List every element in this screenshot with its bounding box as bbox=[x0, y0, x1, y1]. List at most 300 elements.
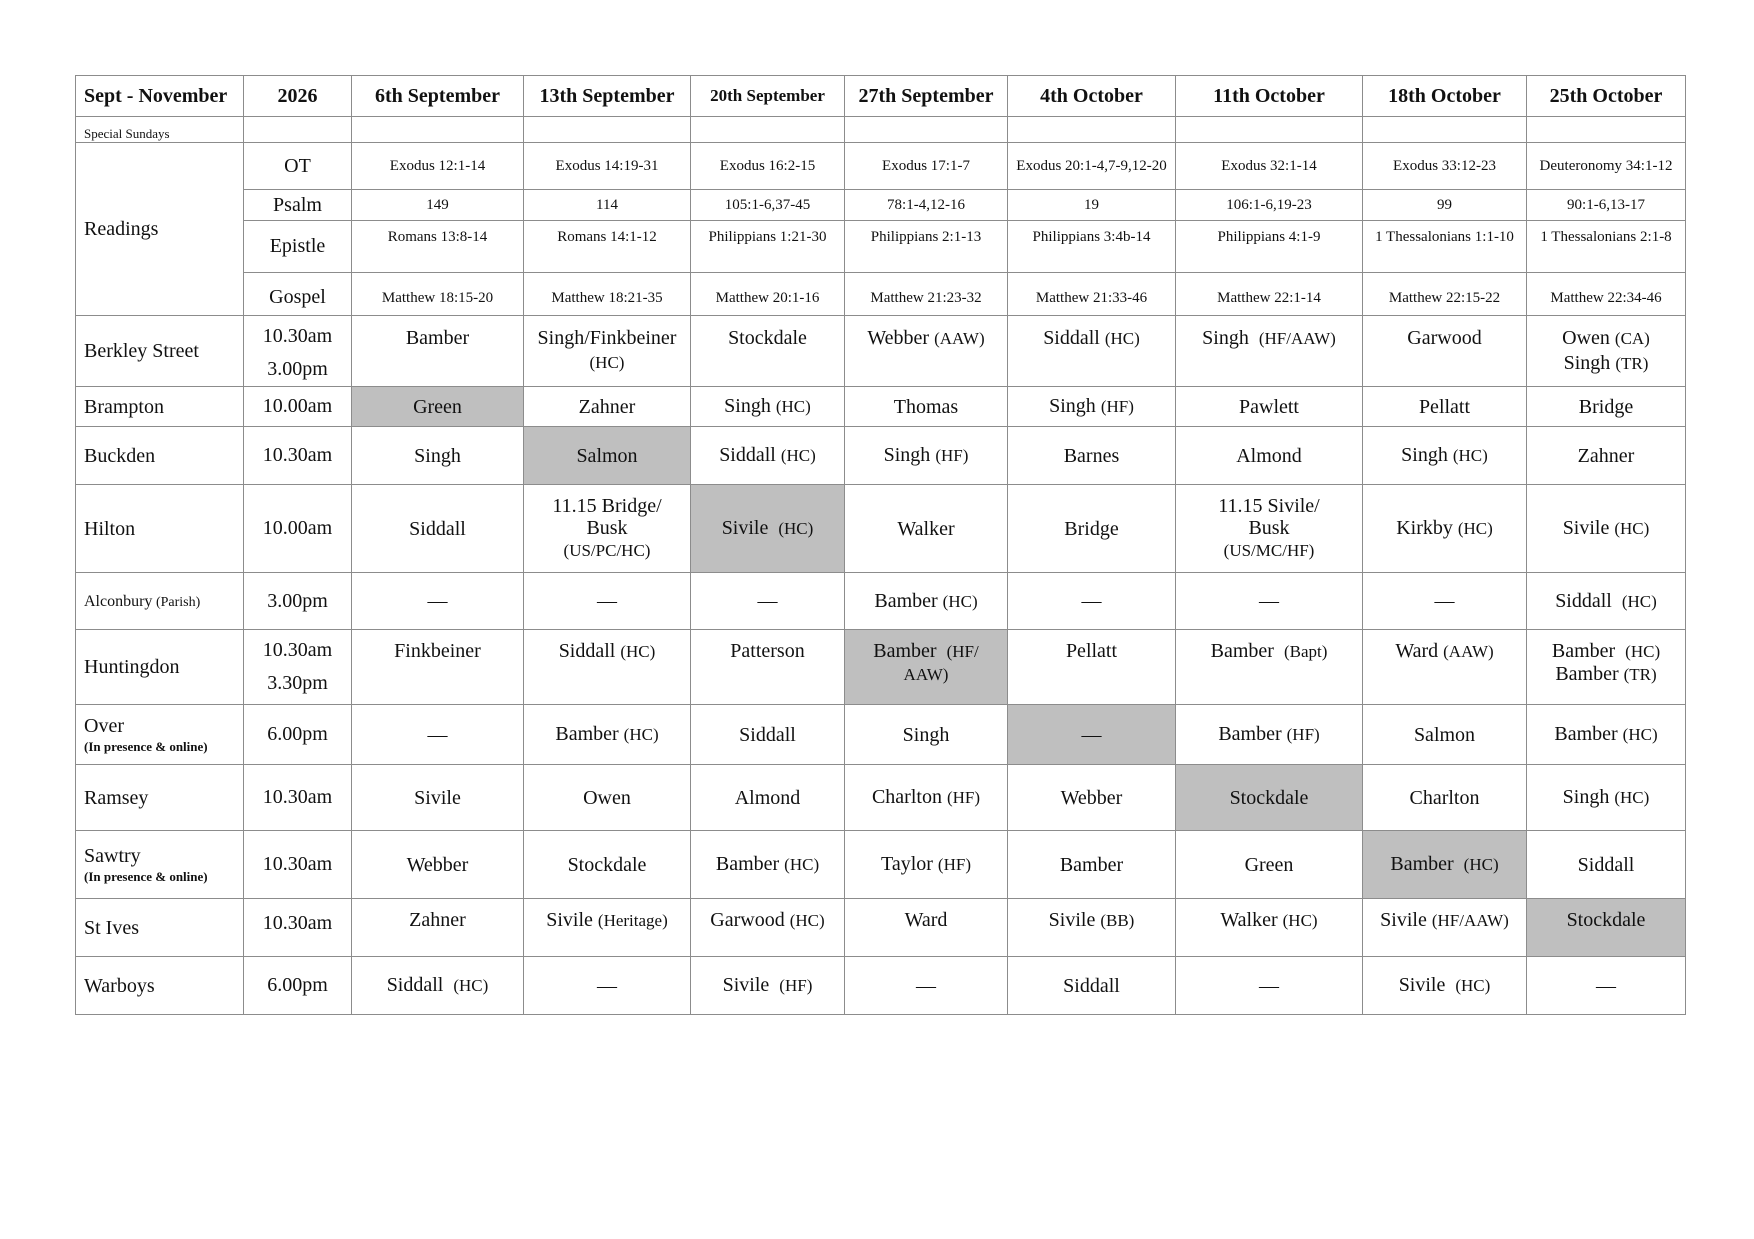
service-time bbox=[244, 957, 352, 1015]
officiant-name: Pellatt bbox=[1418, 395, 1471, 418]
rota-cell-line bbox=[1530, 975, 1682, 997]
officiant-name: Sivile bbox=[546, 909, 598, 931]
officiant-name: Zahner bbox=[409, 909, 466, 931]
service-time bbox=[244, 705, 352, 765]
rota-cell-line bbox=[694, 909, 841, 932]
reading-cell: Matthew 20:1-16 bbox=[691, 273, 845, 316]
rota-cell-line bbox=[1179, 396, 1359, 418]
rota-cell bbox=[1176, 899, 1363, 957]
officiant-name: Bamber bbox=[873, 640, 947, 662]
rota-cell bbox=[352, 705, 524, 765]
rota-cell-line bbox=[694, 517, 841, 540]
officiant-name: Singh bbox=[724, 395, 776, 417]
rota-cell-line bbox=[527, 975, 687, 997]
rota-cell bbox=[352, 630, 524, 705]
church-name bbox=[76, 831, 244, 899]
rota-cell bbox=[691, 387, 845, 427]
service-type-tag: (HC) bbox=[620, 642, 656, 661]
reading-cell: Romans 13:8-14 bbox=[352, 221, 524, 273]
date-header: 13th September bbox=[524, 76, 691, 117]
rota-cell bbox=[1363, 427, 1527, 485]
church-name-suffix: (Parish) bbox=[152, 594, 201, 610]
service-time-text: 10.30am bbox=[262, 853, 333, 875]
rota-cell-line bbox=[527, 495, 687, 517]
rota-cell-line bbox=[355, 909, 520, 931]
rota-cell-line bbox=[1530, 590, 1682, 613]
church-row bbox=[76, 427, 1686, 485]
rota-cell bbox=[1527, 573, 1686, 630]
service-time-text: 10.30am bbox=[262, 912, 333, 934]
rota-cell bbox=[352, 387, 524, 427]
reading-cell: 90:1-6,13-17 bbox=[1527, 190, 1686, 221]
rota-cell-line bbox=[848, 640, 1004, 663]
service-type-tag: (HF) bbox=[935, 446, 969, 465]
reading-cell: 78:1-4,12-16 bbox=[845, 190, 1008, 221]
officiant-name: Walker bbox=[1220, 909, 1283, 931]
officiant-name: Singh bbox=[1049, 395, 1101, 417]
officiant-name: Pellatt bbox=[1065, 640, 1118, 662]
church-row bbox=[76, 316, 1686, 387]
officiant-name: 11.15 Bridge/ bbox=[552, 495, 662, 517]
rota-cell bbox=[1008, 485, 1176, 573]
officiant-name: Siddall bbox=[1577, 853, 1635, 876]
rota-cell bbox=[1363, 957, 1527, 1015]
officiant-name: Finkbeiner bbox=[394, 640, 481, 662]
rota-cell bbox=[1008, 387, 1176, 427]
officiant-name: Ward bbox=[1395, 640, 1444, 662]
rota-cell-line bbox=[1366, 396, 1523, 418]
church-name bbox=[76, 765, 244, 831]
reading-cell: Philippians 2:1-13 bbox=[845, 221, 1008, 273]
empty-cell bbox=[691, 117, 845, 143]
rota-cell-line bbox=[1530, 663, 1682, 686]
rota-cell bbox=[845, 831, 1008, 899]
reading-cell: Matthew 22:34-46 bbox=[1527, 273, 1686, 316]
rota-cell-line bbox=[1011, 975, 1172, 997]
period-header: Sept - November bbox=[76, 76, 244, 117]
service-type-tag: (HC) bbox=[1622, 725, 1658, 744]
rota-cell-line bbox=[1011, 787, 1172, 809]
rota-cell bbox=[1363, 630, 1527, 705]
service-type-tag: (HC) bbox=[1614, 788, 1650, 807]
officiant-name: Sivile bbox=[1398, 974, 1456, 996]
service-time bbox=[244, 387, 352, 427]
service-rota-table bbox=[75, 75, 1686, 1015]
church-name bbox=[76, 427, 244, 485]
service-type-tag: (CA) bbox=[1614, 329, 1650, 348]
rota-cell bbox=[352, 427, 524, 485]
service-type-tag: (HC) bbox=[780, 446, 816, 465]
no-service-dash: — bbox=[757, 590, 778, 612]
officiant-name: Siddall bbox=[409, 517, 466, 540]
rota-cell-line bbox=[1366, 517, 1523, 540]
rota-cell bbox=[524, 957, 691, 1015]
church-row bbox=[76, 831, 1686, 899]
reading-cell: Exodus 20:1-4,7-9,12-20 bbox=[1008, 143, 1176, 190]
rota-cell-line bbox=[1179, 854, 1359, 876]
rota-cell-line bbox=[1366, 909, 1523, 932]
service-time-text: 10.00am bbox=[262, 517, 333, 539]
service-type-tag: (HC) bbox=[778, 519, 814, 538]
rota-cell-line bbox=[1530, 640, 1682, 663]
rota-cell bbox=[524, 387, 691, 427]
service-type-tag: (HC) bbox=[453, 976, 489, 995]
reading-cell: Exodus 32:1-14 bbox=[1176, 143, 1363, 190]
rota-cell-line bbox=[527, 445, 687, 467]
reading-type: Psalm bbox=[244, 190, 352, 221]
officiant-name: Stockdale bbox=[1566, 909, 1646, 931]
rota-cell-line bbox=[848, 724, 1004, 746]
rota-cell bbox=[1363, 765, 1527, 831]
officiant-name: Patterson bbox=[730, 640, 805, 662]
rota-cell bbox=[352, 831, 524, 899]
officiant-name: Stockdale bbox=[1229, 786, 1309, 809]
church-row bbox=[76, 387, 1686, 427]
rota-cell-line bbox=[1179, 539, 1359, 562]
rota-cell bbox=[845, 705, 1008, 765]
no-service-dash: — bbox=[1259, 974, 1279, 997]
officiant-name: Singh bbox=[1562, 786, 1615, 808]
service-time-text: 10.30am bbox=[262, 639, 333, 661]
rota-cell bbox=[524, 831, 691, 899]
no-service-dash: — bbox=[1434, 590, 1455, 612]
service-time bbox=[244, 899, 352, 957]
service-type-tag: (Bapt) bbox=[1283, 642, 1328, 661]
rota-cell bbox=[1527, 705, 1686, 765]
rota-cell-line bbox=[355, 590, 520, 612]
service-time-text: 3.00pm bbox=[267, 358, 328, 380]
rota-cell bbox=[1176, 765, 1363, 831]
no-service-dash: — bbox=[1259, 590, 1279, 612]
reading-row bbox=[76, 221, 1686, 273]
header-row bbox=[76, 76, 1686, 117]
date-header: 4th October bbox=[1008, 76, 1176, 117]
rota-cell-line bbox=[1179, 723, 1359, 746]
service-type-tag: AAW) bbox=[903, 665, 949, 684]
rota-cell-line bbox=[1366, 853, 1523, 876]
service-type-tag: (HC) bbox=[1614, 519, 1650, 538]
service-type-tag: (HF/ bbox=[946, 642, 979, 661]
rota-cell-line bbox=[694, 787, 841, 809]
rota-cell bbox=[691, 705, 845, 765]
rota-cell-line bbox=[1011, 445, 1172, 467]
church-row bbox=[76, 485, 1686, 573]
service-type-tag: (AAW) bbox=[1443, 642, 1494, 661]
reading-cell: Exodus 12:1-14 bbox=[352, 143, 524, 190]
rota-cell-line bbox=[694, 444, 841, 467]
rota-cell-line bbox=[355, 787, 520, 809]
officiant-name: Thomas bbox=[893, 395, 959, 418]
officiant-name: Stockdale bbox=[567, 853, 647, 876]
reading-cell: 106:1-6,19-23 bbox=[1176, 190, 1363, 221]
officiant-name: Bamber bbox=[405, 327, 470, 349]
service-time bbox=[244, 485, 352, 573]
rota-cell bbox=[1008, 573, 1176, 630]
reading-cell: Matthew 21:23-32 bbox=[845, 273, 1008, 316]
rota-cell-line bbox=[848, 518, 1004, 540]
rota-cell-line bbox=[527, 539, 687, 562]
rota-cell bbox=[1176, 831, 1363, 899]
officiant-name: Stockdale bbox=[728, 327, 807, 349]
rota-cell bbox=[845, 899, 1008, 957]
rota-cell-line bbox=[848, 444, 1004, 467]
date-header: 11th October bbox=[1176, 76, 1363, 117]
officiant-name: Bridge bbox=[1064, 517, 1119, 540]
rota-cell-line bbox=[848, 975, 1004, 997]
church-name-text: Buckden bbox=[84, 444, 156, 467]
rota-cell-line bbox=[1179, 909, 1359, 932]
empty-cell bbox=[244, 117, 352, 143]
service-type-tag: (US/PC/HC) bbox=[563, 541, 651, 560]
empty-cell bbox=[524, 117, 691, 143]
service-type-tag: (AAW) bbox=[934, 329, 985, 348]
officiant-name: Kirkby bbox=[1396, 517, 1458, 539]
service-type-tag: (US/MC/HF) bbox=[1223, 541, 1315, 560]
officiant-name: Garwood bbox=[1407, 327, 1482, 349]
rota-cell-line bbox=[1530, 396, 1682, 418]
officiant-name: Zahner bbox=[578, 395, 636, 418]
rota-cell-line bbox=[848, 663, 1004, 686]
service-type-tag: (HF) bbox=[779, 976, 813, 995]
service-type-tag: (HC) bbox=[1452, 446, 1488, 465]
service-type-tag: (HF) bbox=[946, 788, 981, 807]
reading-row bbox=[76, 190, 1686, 221]
rota-cell bbox=[352, 957, 524, 1015]
no-service-dash: — bbox=[916, 974, 936, 997]
reading-cell: Matthew 22:15-22 bbox=[1363, 273, 1527, 316]
rota-cell-line bbox=[848, 786, 1004, 809]
rota-cell bbox=[1363, 705, 1527, 765]
church-row bbox=[76, 705, 1686, 765]
church-row bbox=[76, 573, 1686, 630]
rota-cell bbox=[524, 630, 691, 705]
officiant-name: Siddall bbox=[739, 723, 796, 746]
rota-cell-line bbox=[1179, 787, 1359, 809]
rota-cell-line bbox=[527, 854, 687, 876]
rota-cell bbox=[1527, 899, 1686, 957]
rota-cell bbox=[1008, 899, 1176, 957]
officiant-name: 11.15 Sivile/ bbox=[1218, 495, 1320, 517]
rota-cell bbox=[1363, 316, 1527, 387]
rota-cell bbox=[845, 765, 1008, 831]
rota-cell bbox=[845, 630, 1008, 705]
rota-cell-line bbox=[1011, 724, 1172, 746]
officiant-name: Owen bbox=[1562, 327, 1615, 349]
rota-cell-line bbox=[527, 787, 687, 809]
service-time-text: 10.00am bbox=[262, 395, 333, 417]
church-name bbox=[76, 573, 244, 630]
officiant-name: Webber bbox=[406, 853, 469, 876]
officiant-name: Singh bbox=[414, 444, 461, 467]
rota-cell-line bbox=[1530, 854, 1682, 876]
rota-cell bbox=[1363, 573, 1527, 630]
rota-cell-line bbox=[1530, 445, 1682, 467]
rota-cell-line bbox=[1011, 590, 1172, 612]
rota-cell-line bbox=[1011, 395, 1172, 418]
rota-cell bbox=[524, 427, 691, 485]
rota-cell-line bbox=[527, 640, 687, 663]
rota-cell-line bbox=[694, 395, 841, 418]
rota-cell-line bbox=[694, 590, 841, 612]
officiant-name: Bamber bbox=[1218, 723, 1287, 745]
empty-cell bbox=[352, 117, 524, 143]
rota-cell bbox=[1176, 705, 1363, 765]
officiant-name: Webber bbox=[1060, 786, 1123, 809]
officiant-name: Almond bbox=[1236, 444, 1302, 467]
service-time bbox=[244, 831, 352, 899]
church-name-text: Warboys bbox=[84, 974, 155, 997]
officiant-name: Bamber bbox=[1551, 640, 1626, 662]
officiant-name: Almond bbox=[734, 786, 801, 809]
rota-cell-line bbox=[694, 974, 841, 997]
church-name bbox=[76, 899, 244, 957]
service-type-tag: (HC) bbox=[789, 911, 825, 930]
rota-cell-line bbox=[1366, 444, 1523, 467]
rota-cell bbox=[845, 957, 1008, 1015]
rota-cell bbox=[1363, 485, 1527, 573]
church-row bbox=[76, 899, 1686, 957]
rota-cell bbox=[845, 387, 1008, 427]
officiant-name: Busk bbox=[1248, 517, 1290, 539]
rota-cell-line bbox=[527, 909, 687, 932]
rota-cell bbox=[1008, 765, 1176, 831]
service-time-text: 6.00pm bbox=[267, 723, 328, 745]
rota-cell bbox=[1527, 957, 1686, 1015]
rota-cell-line bbox=[1179, 975, 1359, 997]
service-time-text: 6.00pm bbox=[267, 974, 328, 996]
rota-cell bbox=[1363, 831, 1527, 899]
officiant-name: Siddall bbox=[386, 974, 454, 996]
rota-cell-line bbox=[527, 723, 687, 746]
officiant-name: Sivile bbox=[1048, 909, 1101, 931]
rota-cell-line bbox=[1366, 724, 1523, 746]
rota-cell-line bbox=[1366, 590, 1523, 612]
service-type-tag: (BB) bbox=[1100, 911, 1135, 930]
rota-cell bbox=[691, 765, 845, 831]
rota-cell-line bbox=[1530, 909, 1682, 931]
officiant-name: Siddall bbox=[1063, 974, 1120, 997]
officiant-name: Singh bbox=[1202, 327, 1259, 349]
rota-cell bbox=[1008, 957, 1176, 1015]
rota-cell-line bbox=[355, 326, 520, 350]
rota-cell-line bbox=[1530, 517, 1682, 540]
officiant-name: Green bbox=[1244, 853, 1294, 876]
service-type-tag: (HF) bbox=[1100, 397, 1134, 416]
church-name bbox=[76, 957, 244, 1015]
officiant-name: Busk bbox=[586, 517, 628, 539]
rota-cell-line bbox=[848, 853, 1004, 876]
rota-cell-line bbox=[694, 724, 841, 746]
empty-cell bbox=[845, 117, 1008, 143]
church-row bbox=[76, 630, 1686, 705]
rota-cell-line bbox=[1179, 326, 1359, 351]
rota-cell-line bbox=[527, 396, 687, 418]
rota-cell bbox=[1008, 427, 1176, 485]
officiant-name: Zahner bbox=[1577, 444, 1635, 467]
service-type-tag: (TR) bbox=[1615, 354, 1649, 373]
rota-cell-line bbox=[848, 590, 1004, 613]
rota-cell-line bbox=[1179, 590, 1359, 612]
date-header: 27th September bbox=[845, 76, 1008, 117]
rota-cell bbox=[1176, 630, 1363, 705]
rota-cell-line bbox=[527, 326, 687, 350]
rota-cell bbox=[1008, 630, 1176, 705]
officiant-name: Singh bbox=[1563, 352, 1616, 374]
officiant-name: Owen bbox=[583, 786, 631, 809]
rota-cell bbox=[691, 957, 845, 1015]
date-header: 6th September bbox=[352, 76, 524, 117]
officiant-name: Siddall bbox=[1555, 589, 1622, 612]
officiant-name: Bamber bbox=[715, 853, 785, 875]
service-type-tag: (HF/AAW) bbox=[1258, 329, 1336, 348]
rota-cell-line bbox=[694, 853, 841, 876]
no-service-dash: — bbox=[427, 590, 448, 612]
rota-cell bbox=[691, 899, 845, 957]
special-sundays-row bbox=[76, 117, 1686, 143]
no-service-dash: — bbox=[597, 974, 617, 997]
reading-cell: Matthew 18:15-20 bbox=[352, 273, 524, 316]
empty-cell bbox=[1008, 117, 1176, 143]
service-type-tag: (HC) bbox=[1455, 976, 1491, 995]
rota-cell bbox=[1008, 316, 1176, 387]
rota-cell bbox=[845, 485, 1008, 573]
officiant-name: Sivile bbox=[1380, 909, 1432, 931]
officiant-name: Singh bbox=[883, 444, 936, 466]
service-type-tag: (HF/AAW) bbox=[1431, 911, 1509, 930]
reading-cell: Philippians 3:4b-14 bbox=[1008, 221, 1176, 273]
church-name-text: Brampton bbox=[84, 395, 164, 418]
officiant-name: Green bbox=[413, 395, 462, 418]
officiant-name: Sivile bbox=[414, 786, 461, 809]
officiant-name: Singh bbox=[902, 723, 950, 746]
officiant-name: Bamber bbox=[1554, 723, 1623, 745]
reading-cell: Matthew 18:21-35 bbox=[524, 273, 691, 316]
rota-cell-line bbox=[1011, 854, 1172, 876]
officiant-name: Charlton bbox=[871, 786, 947, 808]
reading-cell: 1 Thessalonians 2:1-8 bbox=[1527, 221, 1686, 273]
officiant-name: Charlton bbox=[1409, 786, 1480, 809]
rota-cell bbox=[1363, 387, 1527, 427]
service-time bbox=[244, 316, 352, 387]
reading-cell: Philippians 1:21-30 bbox=[691, 221, 845, 273]
rota-cell bbox=[1176, 316, 1363, 387]
reading-cell: Exodus 14:19-31 bbox=[524, 143, 691, 190]
rota-cell bbox=[1363, 899, 1527, 957]
reading-cell: Romans 14:1-12 bbox=[524, 221, 691, 273]
rota-cell bbox=[1527, 427, 1686, 485]
officiant-name: Salmon bbox=[1413, 723, 1476, 746]
reading-cell: Exodus 17:1-7 bbox=[845, 143, 1008, 190]
rota-cell bbox=[1176, 485, 1363, 573]
rota-cell-line bbox=[1011, 640, 1172, 662]
reading-cell: Matthew 21:33-46 bbox=[1008, 273, 1176, 316]
officiant-name: Bamber bbox=[874, 589, 943, 612]
rota-cell-line bbox=[1179, 445, 1359, 467]
rota-cell-line bbox=[1530, 723, 1682, 746]
no-service-dash: — bbox=[1081, 723, 1102, 746]
no-service-dash: — bbox=[427, 723, 448, 746]
officiant-name: Barnes bbox=[1063, 444, 1120, 467]
rota-cell-line bbox=[355, 640, 520, 662]
service-type-tag: (HC) bbox=[623, 725, 659, 744]
rota-cell-line bbox=[848, 396, 1004, 418]
service-time bbox=[244, 427, 352, 485]
service-type-tag: (HC) bbox=[1457, 519, 1493, 538]
rota-cell-line bbox=[1011, 518, 1172, 540]
service-time bbox=[244, 630, 352, 705]
year-header: 2026 bbox=[244, 76, 352, 117]
church-subtitle: (In presence & online) bbox=[84, 738, 208, 754]
